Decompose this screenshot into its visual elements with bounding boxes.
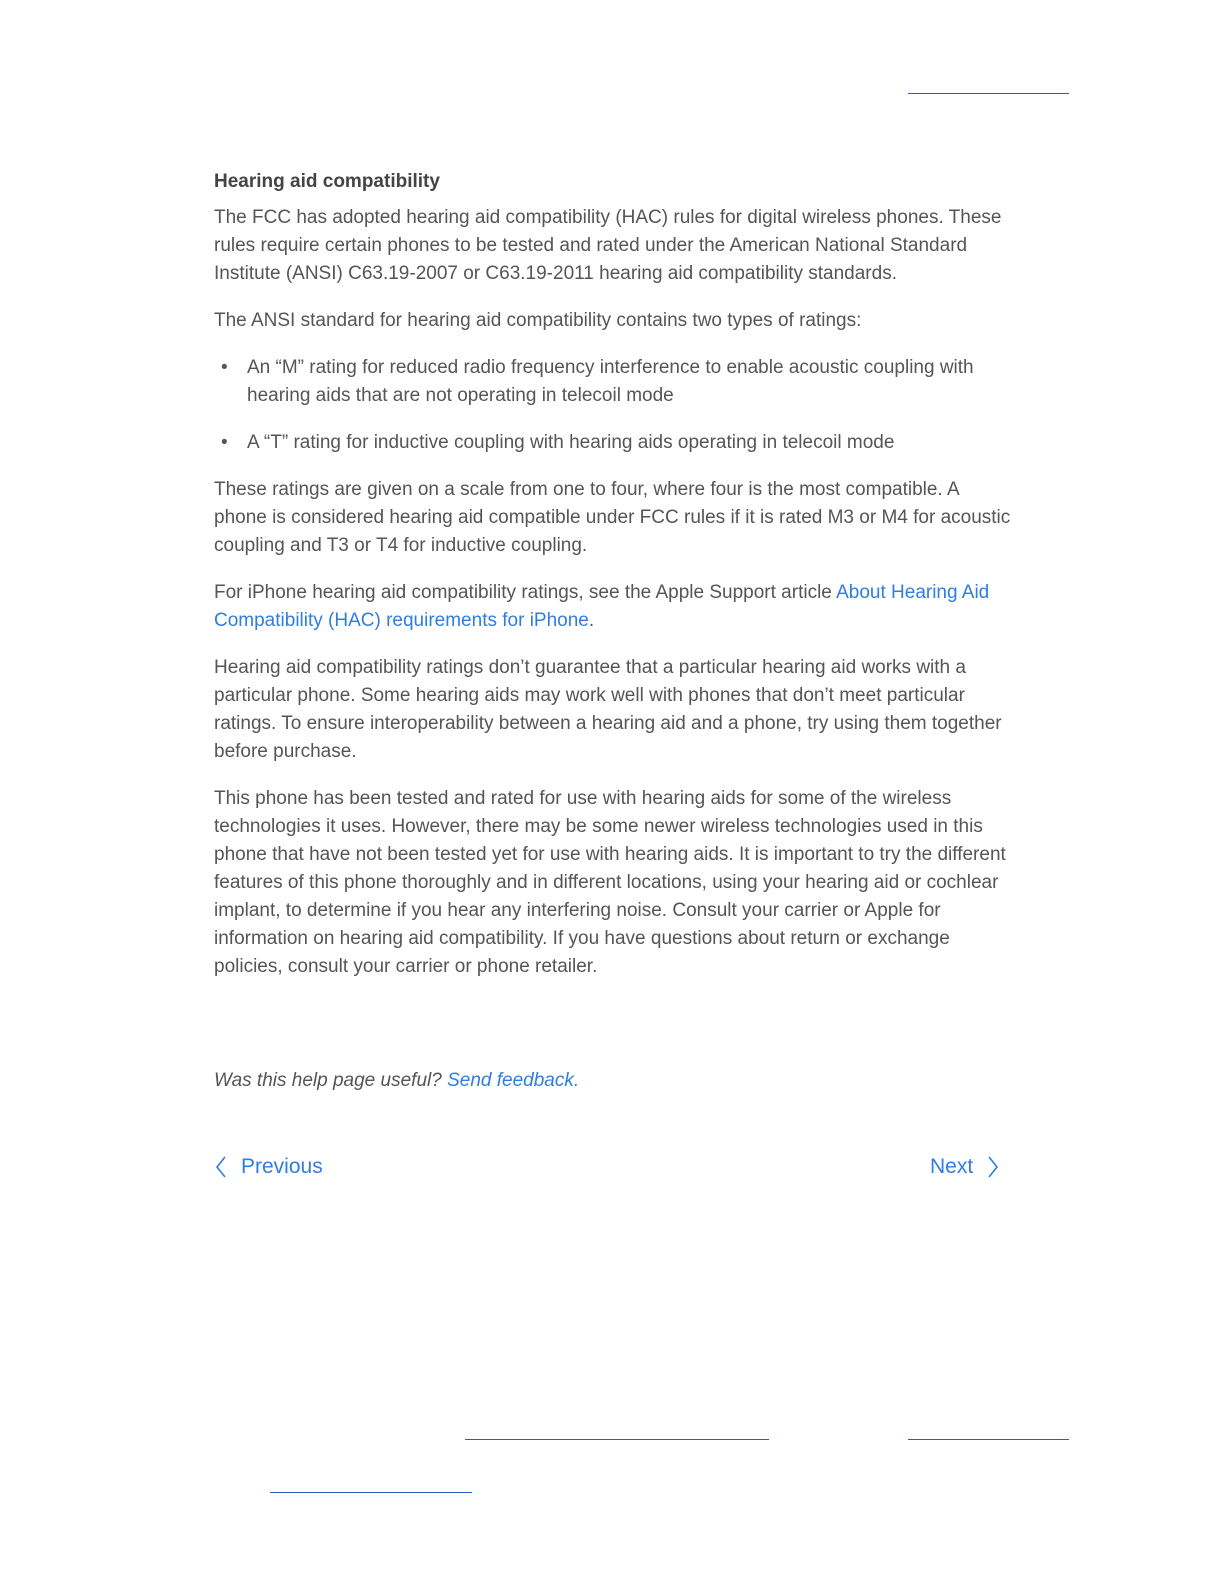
chevron-left-icon: [214, 1155, 228, 1179]
paragraph-rating-scale: These ratings are given on a scale from one to four, where four is the most compatible. A phone is considered hearing aid compatible under FCC rules if it is rated M3 or M4 for acoustic coupling and T3 or T4 for inductive coupling.: [214, 479, 1011, 556]
feedback-question: Was this help page useful?: [214, 1070, 448, 1091]
previous-button[interactable]: [214, 1152, 323, 1182]
paragraph-prefix: For iPhone hearing aid compatibility ratings, see the Apple Support article: [214, 582, 837, 603]
footer-rule-right: [908, 1439, 1069, 1440]
chevron-right-icon: [986, 1155, 1000, 1179]
list-item-t-rating: [221, 429, 1014, 457]
list-item-m-rating: [221, 354, 1014, 410]
list-item-text: A “T” rating for inductive coupling with hearing aids operating in telecoil mode: [247, 432, 895, 453]
paragraph-fcc-rules: The FCC has adopted hearing aid compatibility (HAC) rules for digital wireless phones. These rules require certain phones to be tested and rated under the American National Standard Institute (ANSI) C63.19-2007 or C63.19-2011 hearing aid compatibility standards.: [214, 207, 1002, 284]
paragraph-suffix: .: [588, 610, 595, 631]
footer-rule-left: [270, 1492, 472, 1493]
section-heading: Hearing aid compatibility: [214, 171, 440, 192]
send-feedback-link[interactable]: Send feedback.: [447, 1070, 580, 1091]
footer-rule-center: [465, 1439, 769, 1440]
paragraph-tested-rated: This phone has been tested and rated for use with hearing aids for some of the wireless technologies it uses. However, there may be some newer wireless technologies used in this phone that have not been tested yet for use with hearing aids. It is important to try the different features of this phone thoroughly and in different locations, using your hearing aid or cochlear implant, to determine if you hear any interfering noise. Consult your carrier or Apple for information on hearing aid compatibility. If you have questions about return or exchange policies, consult your carrier or phone retailer.: [214, 788, 1006, 977]
article-body: [214, 168, 1014, 1000]
bullet-icon: •: [221, 432, 228, 453]
hac-article-link[interactable]: About Hearing Aid Compatibility (HAC) requirements for iPhone: [214, 582, 990, 631]
paragraph-iphone-ratings: [214, 579, 1014, 635]
paragraph-ansi-intro: The ANSI standard for hearing aid compatibility contains two types of ratings:: [214, 310, 862, 331]
ratings-list: [214, 354, 1014, 457]
feedback-line: [214, 1067, 579, 1095]
next-button[interactable]: [930, 1152, 1000, 1182]
top-right-rule: [908, 93, 1069, 94]
paragraph-no-guarantee: Hearing aid compatibility ratings don’t guarantee that a particular hearing aid works with a particular phone. Some hearing aids may work well with phones that don’t meet particular ratings. To ensure interoperability between a hearing aid and a phone, try using them together before purchase.: [214, 657, 1002, 762]
bullet-icon: •: [221, 357, 228, 378]
previous-label: Previous: [241, 1155, 323, 1178]
next-label: Next: [930, 1155, 974, 1178]
list-item-text: An “M” rating for reduced radio frequency interference to enable acoustic coupling with hearing aids that are not operating in telecoil mode: [247, 357, 974, 406]
